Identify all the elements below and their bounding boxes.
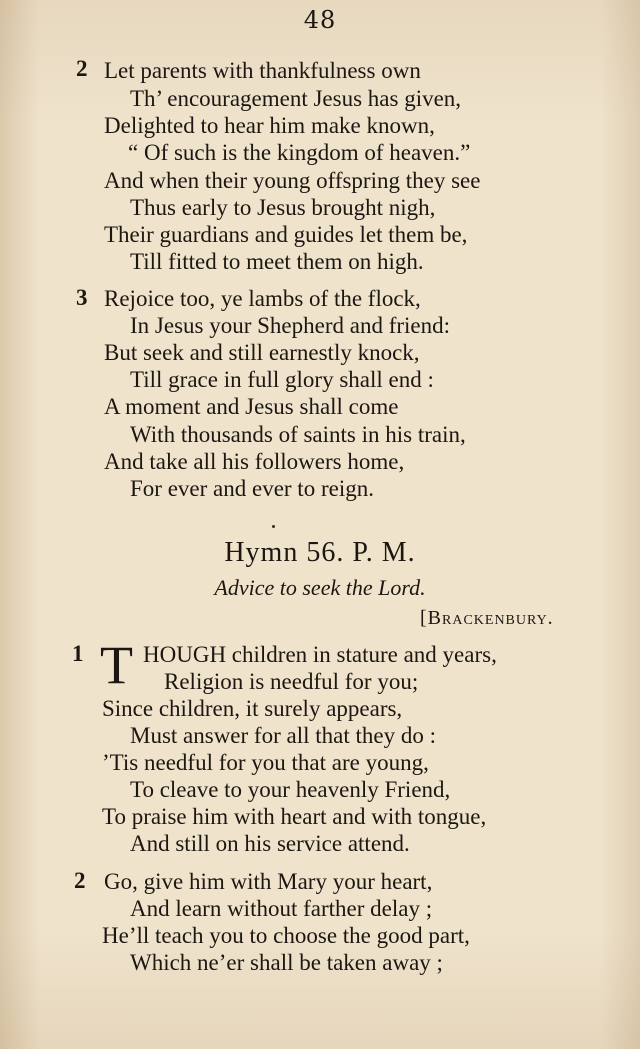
verse-line: And still on his service attend. bbox=[130, 831, 410, 856]
verse-line: And take all his followers home, bbox=[104, 449, 405, 474]
verse-line: Th’ encouragement Jesus has given, bbox=[130, 86, 462, 111]
verse-line: HOUGH children in stature and years, bbox=[143, 642, 497, 667]
verse-line: Thus early to Jesus brought nigh, bbox=[130, 195, 436, 220]
verse-line: Rejoice too, ye lambs of the flock, bbox=[104, 286, 421, 311]
verse-line: Till grace in full glory shall end : bbox=[130, 367, 434, 392]
hymn-title: Hymn 56. P. M. bbox=[224, 537, 416, 568]
verse-line: And learn without farther delay ; bbox=[130, 896, 433, 921]
stanza-number: 1 bbox=[72, 641, 84, 666]
verse-line: Till fitted to meet them on high. bbox=[130, 249, 424, 274]
verse-line: A moment and Jesus shall come bbox=[104, 394, 399, 419]
drop-cap: T bbox=[100, 635, 133, 695]
verse-line: Their guardians and guides let them be, bbox=[104, 222, 468, 247]
verse-line: Which ne’er shall be taken away ; bbox=[130, 950, 443, 975]
verse-line: In Jesus your Shepherd and friend: bbox=[130, 313, 451, 338]
stanza-number: 3 bbox=[76, 285, 88, 310]
verse-line: Delighted to hear him make known, bbox=[104, 113, 435, 138]
verse-line: ’Tis needful for you that are young, bbox=[102, 750, 429, 775]
verse-line: Let parents with thankfulness own bbox=[104, 58, 421, 83]
tune-name: [Brackenbury. bbox=[420, 607, 554, 629]
stanza-number: 2 bbox=[76, 56, 88, 81]
verse-line: Since children, it surely appears, bbox=[102, 696, 403, 721]
verse-line: Go, give him with Mary your heart, bbox=[104, 869, 433, 894]
verse-line: “ Of such is the kingdom of heaven.” bbox=[128, 140, 471, 165]
verse-line: Religion is needful for you; bbox=[164, 669, 419, 694]
stanza-number: 2 bbox=[74, 868, 86, 893]
ornament-dot bbox=[272, 525, 275, 528]
hymn-subtitle: Advice to seek the Lord. bbox=[214, 575, 426, 600]
verse-line: For ever and ever to reign. bbox=[130, 476, 374, 501]
verse-line: To praise him with heart and with tongue, bbox=[102, 804, 487, 829]
verse-line: And when their young offspring they see bbox=[104, 168, 481, 193]
verse-line: He’ll teach you to choose the good part, bbox=[102, 923, 470, 948]
verse-line: To cleave to your heavenly Friend, bbox=[130, 777, 451, 802]
verse-line: With thousands of saints in his train, bbox=[130, 422, 466, 447]
page-number: 48 bbox=[303, 6, 337, 34]
verse-line: But seek and still earnestly knock, bbox=[104, 340, 420, 365]
verse-line: Must answer for all that they do : bbox=[130, 723, 436, 748]
